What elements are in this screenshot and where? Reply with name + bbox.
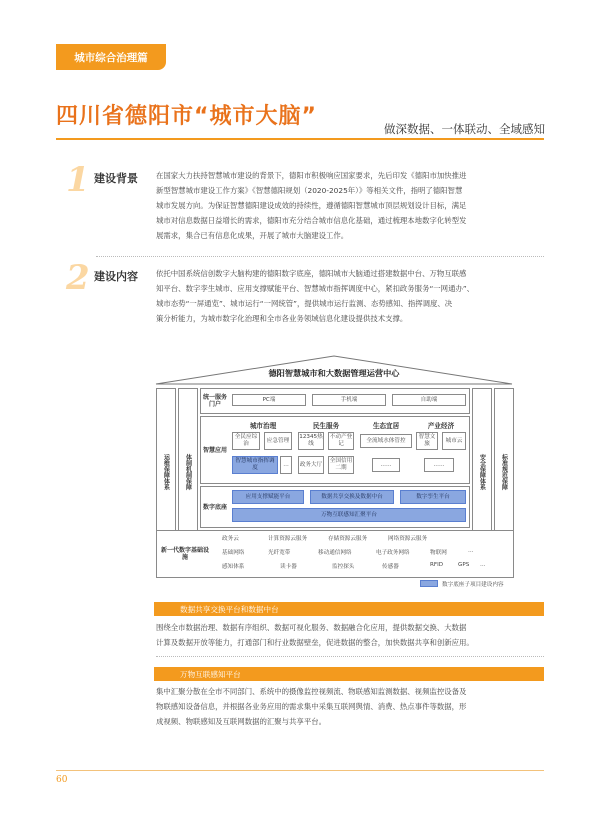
paragraph-line: 依托中国系统信创数字大脑构建的德阳数字底座，德阳城市大脑通过搭建数据中台、万物互联感 xyxy=(156,269,467,278)
infra-cell: … xyxy=(480,562,486,568)
paragraph-line: 计算及数据开放等能力，打通部门和行业数据壁垒，促进数据的整合，加快数据共享和创新应用。 xyxy=(156,638,474,647)
infra-cell: 移动通信网络 xyxy=(318,550,352,556)
base-label: 数字底座 xyxy=(202,503,227,511)
paragraph-line: 围绕全市数据治理、数据有序组织、数据可视化服务、数据融合化应用，提供数据交换、大数据 xyxy=(156,623,467,632)
infra-cell: 网络资源云服务 xyxy=(388,536,428,542)
section-heading-content: 建设内容 xyxy=(94,270,138,283)
block-paragraph-data-center xyxy=(156,620,548,650)
infra-cell: 传感器 xyxy=(382,564,399,570)
infra-cell: 物联网 xyxy=(430,550,447,556)
infra-label: 新一代数字基础设施 xyxy=(160,547,209,561)
section-heading-background: 建设背景 xyxy=(94,172,138,185)
paragraph-line: 知平台、数字孪生城市、应用支撑赋能平台、智慧城市指挥调度中心，紧扣政务服务“一网通办”、 xyxy=(156,284,475,293)
architecture-diagram xyxy=(120,354,548,590)
infra-cell: 光纤宽带 xyxy=(268,550,291,556)
infra-cell: RFID xyxy=(430,562,444,568)
page-number: 60 xyxy=(56,775,68,785)
pillar-security-label: 安全保障体系 xyxy=(478,454,486,490)
app-item: 全流域水体管控 xyxy=(360,434,412,448)
portal-mobile: 手机端 xyxy=(312,394,386,406)
app-item: 12345热线 xyxy=(298,432,324,450)
infra-cell: GPS xyxy=(458,562,470,568)
infra-cell: 读卡器 xyxy=(280,564,297,570)
paragraph-line: 新型智慧城市建设工作方案》《智慧德阳规划（2020-2025年）》等相关文件，指明了德阳智慧 xyxy=(156,186,463,195)
infra-cell: 电子政务网络 xyxy=(376,550,410,556)
pillar-system-label: 体制机制保障 xyxy=(184,454,192,490)
portal-label: 统一服务门户 xyxy=(202,394,227,408)
app-item: 智慧文旅 xyxy=(416,432,438,450)
app-item-command: 智慧城市指挥调度 xyxy=(232,456,278,474)
diagram-title: 德阳智慧城市和大数据管理运营中心 xyxy=(268,368,400,378)
base-app-support: 应用支撑赋能平台 xyxy=(232,490,304,504)
paragraph-line: 物联感知设备信息，并根据各业务应用的需求集中采集互联网舆情、消费、热点事件等数据，形 xyxy=(156,702,467,711)
section-number-1: 1 xyxy=(66,160,90,200)
portal-kiosk: 自助端 xyxy=(392,394,466,406)
block-divider xyxy=(156,656,544,657)
base-digital-twin: 数字孪生平台 xyxy=(400,490,466,504)
app-label: 智慧应用 xyxy=(202,446,227,454)
infra-cell: 基础网络 xyxy=(222,550,245,556)
app-item: 政务大厅 xyxy=(298,456,324,474)
paragraph-line: 在国家大力扶持智慧城市建设的背景下，德阳市积极响应国家要求，先后印发《德阳市加快推进 xyxy=(156,171,467,180)
page-title: 四川省德阳市“城市大脑” xyxy=(56,104,317,129)
group-industry: 产业经济 xyxy=(427,422,455,430)
section-divider xyxy=(96,256,544,257)
group-ecology: 生态宜居 xyxy=(372,422,400,430)
infra-cell: 政务云 xyxy=(222,536,239,542)
app-item: 城市云 xyxy=(442,432,466,450)
paragraph-line: 集中汇聚分散在全市不同部门、系统中的摄像监控视频流、物联感知监测数据、视频监控设备及 xyxy=(156,687,467,696)
page-subtitle: 做深数据、一体联动、全域感知 xyxy=(384,122,545,136)
legend-label: 数字底座子项目建设内容 xyxy=(442,582,504,588)
paragraph-line: 策分析能力，为城市数字化治理和全市各业务领域信息化建设提供技术支撑。 xyxy=(156,314,408,323)
paragraph-line: 城市态势“一屏通览”、城市运行“一网统管”，提供城市运行监测、态势感知、指挥调度、决 xyxy=(156,299,453,308)
paragraph-line: 展需求，集合已有信息化成果，开展了城市大脑建设工作。 xyxy=(156,231,349,240)
section-number-2: 2 xyxy=(66,258,90,298)
infra-cell: … xyxy=(468,548,474,554)
section-paragraph-content xyxy=(156,266,548,326)
app-item: 全国信用二期 xyxy=(328,456,354,474)
paragraph-line: 城市发展方向。为保证智慧德阳建设成效的持续性，遵循德阳智慧城市顶层规划设计目标，满足 xyxy=(156,201,467,210)
portal-pc: PC端 xyxy=(232,394,306,406)
pillar-standard-label: 标准规范保障 xyxy=(500,454,508,490)
infra-cell: 存储资源云服务 xyxy=(328,536,368,542)
paragraph-line: 城市对信息数据日益增长的需求，德阳市充分结合城市信息化基础，通过梳理本地数字化转型发 xyxy=(156,216,467,225)
pillar-ops-label: 运维保障体系 xyxy=(162,454,170,490)
group-city-governance: 城市治理 xyxy=(249,422,277,430)
title-rule xyxy=(56,138,544,140)
paragraph-line: 成视频、物联感知及互联网数据的汇聚与共享平台。 xyxy=(156,717,326,726)
infra-cell: 计算资源云服务 xyxy=(268,536,308,542)
infra-cell: 感知体系 xyxy=(222,564,245,570)
legend-swatch xyxy=(420,580,438,587)
section-tag: 城市综合治理篇 xyxy=(56,44,166,70)
group-livelihood: 民生服务 xyxy=(312,422,340,430)
app-item: 不动产登记 xyxy=(328,432,354,450)
infra-cell: 监控探头 xyxy=(332,564,355,570)
block-paragraph-iot xyxy=(156,684,548,729)
section-paragraph-background xyxy=(156,168,548,243)
app-item: …… xyxy=(372,458,400,472)
app-item: 应急管理 xyxy=(264,432,292,450)
base-data-center: 数据共享交换及数据中台 xyxy=(310,490,394,504)
block-title-data-center: 数据共享交换平台和数据中台 xyxy=(154,602,544,616)
app-item: 全民应综治 xyxy=(232,432,260,450)
block-title-iot: 万物互联感知平台 xyxy=(154,667,544,681)
base-iot: 万物互联感知汇聚平台 xyxy=(232,508,466,522)
app-item: … xyxy=(280,456,292,474)
footer-rule xyxy=(56,770,544,771)
app-item: …… xyxy=(424,458,454,472)
